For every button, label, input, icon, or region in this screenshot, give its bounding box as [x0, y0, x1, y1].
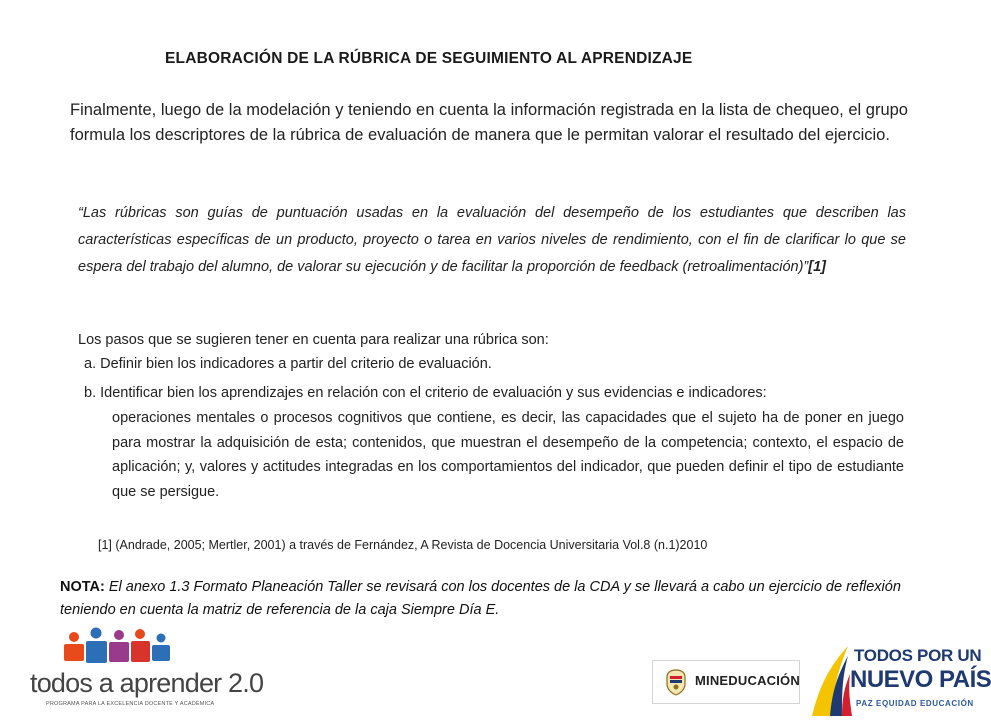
step-a: a. Definir bien los indicadores a partir del criterio de evaluación. — [84, 356, 492, 372]
rubric-definition-quote — [78, 200, 906, 281]
nuevo-pais-line3: PAZ EQUIDAD EDUCACIÓN — [856, 699, 974, 708]
step-b-detail: operaciones mentales o procesos cognitivos que contiene, es decir, las capacidades que el sujeto ha de poner en juego para mostrar la adquisición de esta; contenidos, que muestran el desempeño de la competencia; contexto, el espacio de aplicación; y, valores y actitudes integradas en los comportamientos del indicador, que pueden definir el tipo de estudiante que se persigue. — [112, 410, 904, 500]
intro-paragraph: Finalmente, luego de la modelación y teniendo en cuenta la información registrada en la lista de chequeo, el grupo formula los descriptores de la rúbrica de evaluación de manera que le permitan valorar el resultado del ejercicio. — [70, 101, 908, 144]
steps-intro: Los pasos que se sugieren tener en cuenta para realizar una rúbrica son: — [78, 332, 549, 348]
note-paragraph — [60, 576, 910, 622]
nuevo-pais-line1: TODOS POR UN — [854, 646, 982, 665]
note-label: NOTA: — [60, 579, 105, 595]
step-b: b. Identificar bien los aprendizajes en relación con el criterio de evaluación y sus evidencias e indicadores: — [84, 385, 767, 401]
mineducacion-text: MINEDUCACIÓN — [695, 673, 800, 688]
todos-a-aprender-tagline: PROGRAMA PARA LA EXCELENCIA DOCENTE Y ACADÉMICA — [46, 701, 215, 707]
nuevo-pais-line2: NUEVO PAÍS — [850, 666, 991, 693]
footnote: [1] (Andrade, 2005; Mertler, 2001) a través de Fernández, A Revista de Docencia Universitaria Vol.8 (n.1)2010 — [98, 538, 708, 552]
todos-a-aprender-wordmark: todos a aprender 2.0 — [30, 668, 264, 698]
note-text: El anexo 1.3 Formato Planeación Taller se revisará con los docentes de la CDA y se llevará a cabo un ejercicio de reflexión teniendo en cuenta la matriz de referencia de la caja Siempre Día E. — [60, 579, 901, 618]
todos-a-aprender-logo — [28, 625, 264, 717]
quote-text: “Las rúbricas son guías de puntuación usadas en la evaluación del desempeño de los estudiantes que describen las características específicas de un producto, proyecto o tarea en varios niveles de rendimiento, con el fin de clarificar lo que se espera del trabajo del alumno, de valorar su ejecución y de facilitar la proporción de feedback (retroalimentación)” — [78, 205, 906, 275]
children-figures-logo-icon — [28, 625, 228, 669]
page-title: ELABORACIÓN DE LA RÚBRICA DE SEGUIMIENTO AL APRENDIZAJE — [165, 50, 693, 67]
footnote-reference: [1] — [808, 259, 826, 275]
mineducacion-logo — [652, 660, 800, 704]
colombia-shield-icon — [661, 667, 691, 697]
todos-por-un-nuevo-pais-logo — [808, 642, 991, 720]
colombia-flag-swoosh-icon — [808, 642, 854, 720]
